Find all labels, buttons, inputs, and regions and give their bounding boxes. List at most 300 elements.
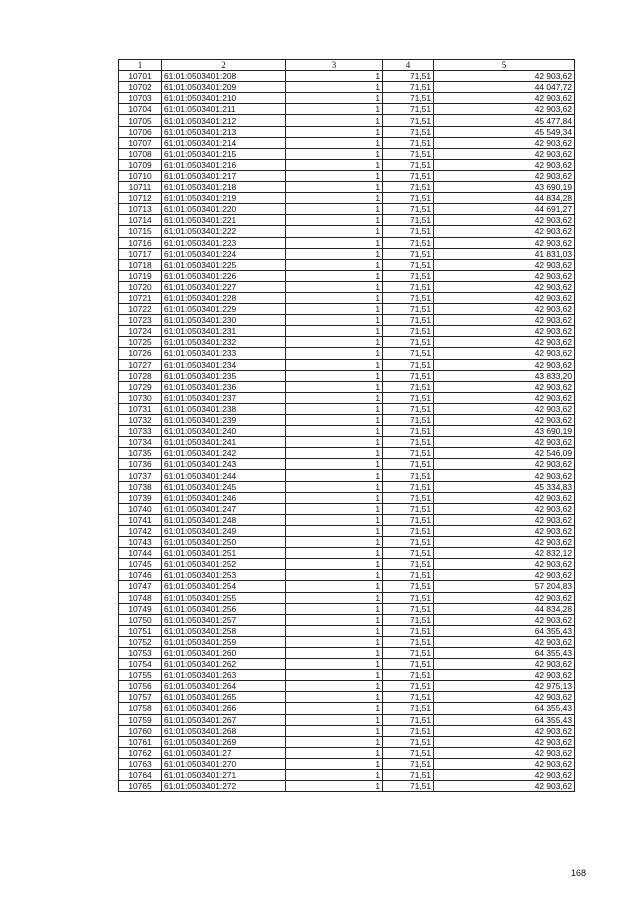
table-row bbox=[119, 747, 575, 758]
cadastral-number-cell: 61:01:0503401:272 bbox=[162, 781, 286, 792]
area-cell: 71,51 bbox=[383, 681, 434, 692]
cadastral-number-cell: 61:01:0503401:226 bbox=[162, 270, 286, 281]
value-cell: 42 903,62 bbox=[434, 459, 575, 470]
quantity-cell: 1 bbox=[286, 281, 383, 292]
value-cell: 43 690,19 bbox=[434, 182, 575, 193]
quantity-cell: 1 bbox=[286, 537, 383, 548]
cadastral-number-cell: 61:01:0503401:268 bbox=[162, 725, 286, 736]
quantity-cell: 1 bbox=[286, 770, 383, 781]
row-number-cell: 10735 bbox=[119, 448, 162, 459]
area-cell: 71,51 bbox=[383, 237, 434, 248]
page-number: 168 bbox=[570, 868, 586, 878]
table-row bbox=[119, 71, 575, 82]
area-cell: 71,51 bbox=[383, 736, 434, 747]
value-cell: 43 690,19 bbox=[434, 426, 575, 437]
value-cell: 45 334,83 bbox=[434, 481, 575, 492]
row-number-cell: 10737 bbox=[119, 470, 162, 481]
area-cell: 71,51 bbox=[383, 148, 434, 159]
row-number-cell: 10756 bbox=[119, 681, 162, 692]
header-row bbox=[119, 60, 575, 71]
cadastral-number-cell: 61:01:0503401:265 bbox=[162, 692, 286, 703]
area-cell: 71,51 bbox=[383, 204, 434, 215]
value-cell: 42 903,62 bbox=[434, 758, 575, 769]
area-cell: 71,51 bbox=[383, 248, 434, 259]
row-number-cell: 10726 bbox=[119, 348, 162, 359]
column-header-1: 1 bbox=[119, 60, 162, 71]
cadastral-number-cell: 61:01:0503401:239 bbox=[162, 415, 286, 426]
value-cell: 42 903,62 bbox=[434, 71, 575, 82]
cadastral-number-cell: 61:01:0503401:227 bbox=[162, 281, 286, 292]
quantity-cell: 1 bbox=[286, 270, 383, 281]
value-cell: 42 903,62 bbox=[434, 159, 575, 170]
table-row bbox=[119, 359, 575, 370]
area-cell: 71,51 bbox=[383, 126, 434, 137]
row-number-cell: 10712 bbox=[119, 193, 162, 204]
row-number-cell: 10747 bbox=[119, 581, 162, 592]
row-number-cell: 10750 bbox=[119, 614, 162, 625]
quantity-cell: 1 bbox=[286, 714, 383, 725]
row-number-cell: 10758 bbox=[119, 703, 162, 714]
row-number-cell: 10754 bbox=[119, 659, 162, 670]
quantity-cell: 1 bbox=[286, 492, 383, 503]
area-cell: 71,51 bbox=[383, 348, 434, 359]
cadastral-number-cell: 61:01:0503401:230 bbox=[162, 315, 286, 326]
table-row bbox=[119, 259, 575, 270]
cadastral-number-cell: 61:01:0503401:243 bbox=[162, 459, 286, 470]
area-cell: 71,51 bbox=[383, 170, 434, 181]
table-row bbox=[119, 337, 575, 348]
cadastral-number-cell: 61:01:0503401:271 bbox=[162, 770, 286, 781]
table-row bbox=[119, 215, 575, 226]
quantity-cell: 1 bbox=[286, 381, 383, 392]
column-header-3: 3 bbox=[286, 60, 383, 71]
area-cell: 71,51 bbox=[383, 292, 434, 303]
table-row bbox=[119, 559, 575, 570]
value-cell: 45 549,34 bbox=[434, 126, 575, 137]
value-cell: 42 903,62 bbox=[434, 237, 575, 248]
table-row bbox=[119, 237, 575, 248]
area-cell: 71,51 bbox=[383, 193, 434, 204]
area-cell: 71,51 bbox=[383, 581, 434, 592]
row-number-cell: 10749 bbox=[119, 603, 162, 614]
table-row bbox=[119, 770, 575, 781]
table-row bbox=[119, 537, 575, 548]
quantity-cell: 1 bbox=[286, 603, 383, 614]
cadastral-number-cell: 61:01:0503401:217 bbox=[162, 170, 286, 181]
area-cell: 71,51 bbox=[383, 525, 434, 536]
table-row bbox=[119, 758, 575, 769]
cadastral-number-cell: 61:01:0503401:216 bbox=[162, 159, 286, 170]
table-row bbox=[119, 736, 575, 747]
area-cell: 71,51 bbox=[383, 426, 434, 437]
row-number-cell: 10765 bbox=[119, 781, 162, 792]
row-number-cell: 10708 bbox=[119, 148, 162, 159]
table-row bbox=[119, 348, 575, 359]
value-cell: 42 903,62 bbox=[434, 304, 575, 315]
value-cell: 44 047,72 bbox=[434, 82, 575, 93]
area-cell: 71,51 bbox=[383, 481, 434, 492]
value-cell: 42 903,62 bbox=[434, 148, 575, 159]
row-number-cell: 10748 bbox=[119, 592, 162, 603]
value-cell: 42 903,62 bbox=[434, 281, 575, 292]
cadastral-number-cell: 61:01:0503401:245 bbox=[162, 481, 286, 492]
quantity-cell: 1 bbox=[286, 758, 383, 769]
cadastral-number-cell: 61:01:0503401:232 bbox=[162, 337, 286, 348]
area-cell: 71,51 bbox=[383, 415, 434, 426]
value-cell: 42 832,12 bbox=[434, 548, 575, 559]
value-cell: 41 831,03 bbox=[434, 248, 575, 259]
quantity-cell: 1 bbox=[286, 625, 383, 636]
value-cell: 44 691,27 bbox=[434, 204, 575, 215]
row-number-cell: 10720 bbox=[119, 281, 162, 292]
area-cell: 71,51 bbox=[383, 703, 434, 714]
quantity-cell: 1 bbox=[286, 481, 383, 492]
area-cell: 71,51 bbox=[383, 503, 434, 514]
table-row bbox=[119, 548, 575, 559]
table-row bbox=[119, 82, 575, 93]
area-cell: 71,51 bbox=[383, 725, 434, 736]
table-row bbox=[119, 115, 575, 126]
row-number-cell: 10713 bbox=[119, 204, 162, 215]
row-number-cell: 10727 bbox=[119, 359, 162, 370]
quantity-cell: 1 bbox=[286, 736, 383, 747]
value-cell: 42 903,62 bbox=[434, 359, 575, 370]
value-cell: 42 903,62 bbox=[434, 315, 575, 326]
table-row bbox=[119, 514, 575, 525]
quantity-cell: 1 bbox=[286, 703, 383, 714]
cadastral-number-cell: 61:01:0503401:237 bbox=[162, 392, 286, 403]
area-cell: 71,51 bbox=[383, 270, 434, 281]
area-cell: 71,51 bbox=[383, 82, 434, 93]
value-cell: 42 546,09 bbox=[434, 448, 575, 459]
cadastral-number-cell: 61:01:0503401:246 bbox=[162, 492, 286, 503]
value-cell: 42 903,62 bbox=[434, 403, 575, 414]
table-row bbox=[119, 670, 575, 681]
value-cell: 42 903,62 bbox=[434, 770, 575, 781]
table-row bbox=[119, 459, 575, 470]
row-number-cell: 10755 bbox=[119, 670, 162, 681]
cadastral-number-cell: 61:01:0503401:255 bbox=[162, 592, 286, 603]
quantity-cell: 1 bbox=[286, 525, 383, 536]
row-number-cell: 10730 bbox=[119, 392, 162, 403]
data-table bbox=[118, 59, 575, 792]
value-cell: 42 903,62 bbox=[434, 559, 575, 570]
row-number-cell: 10714 bbox=[119, 215, 162, 226]
row-number-cell: 10745 bbox=[119, 559, 162, 570]
quantity-cell: 1 bbox=[286, 392, 383, 403]
quantity-cell: 1 bbox=[286, 459, 383, 470]
value-cell: 42 903,62 bbox=[434, 525, 575, 536]
row-number-cell: 10761 bbox=[119, 736, 162, 747]
quantity-cell: 1 bbox=[286, 559, 383, 570]
quantity-cell: 1 bbox=[286, 503, 383, 514]
quantity-cell: 1 bbox=[286, 82, 383, 93]
area-cell: 71,51 bbox=[383, 115, 434, 126]
value-cell: 64 355,43 bbox=[434, 703, 575, 714]
value-cell: 42 903,62 bbox=[434, 381, 575, 392]
cadastral-number-cell: 61:01:0503401:218 bbox=[162, 182, 286, 193]
area-cell: 71,51 bbox=[383, 437, 434, 448]
area-cell: 71,51 bbox=[383, 403, 434, 414]
table-row bbox=[119, 403, 575, 414]
area-cell: 71,51 bbox=[383, 559, 434, 570]
value-cell: 42 903,62 bbox=[434, 503, 575, 514]
table-row bbox=[119, 226, 575, 237]
row-number-cell: 10725 bbox=[119, 337, 162, 348]
cadastral-number-cell: 61:01:0503401:235 bbox=[162, 370, 286, 381]
cadastral-number-cell: 61:01:0503401:242 bbox=[162, 448, 286, 459]
value-cell: 42 903,62 bbox=[434, 614, 575, 625]
table-row bbox=[119, 248, 575, 259]
value-cell: 42 903,62 bbox=[434, 215, 575, 226]
table-row bbox=[119, 492, 575, 503]
row-number-cell: 10731 bbox=[119, 403, 162, 414]
cadastral-number-cell: 61:01:0503401:256 bbox=[162, 603, 286, 614]
value-cell: 44 834,28 bbox=[434, 603, 575, 614]
area-cell: 71,51 bbox=[383, 770, 434, 781]
value-cell: 42 903,62 bbox=[434, 337, 575, 348]
quantity-cell: 1 bbox=[286, 237, 383, 248]
quantity-cell: 1 bbox=[286, 348, 383, 359]
cadastral-number-cell: 61:01:0503401:241 bbox=[162, 437, 286, 448]
cadastral-number-cell: 61:01:0503401:244 bbox=[162, 470, 286, 481]
quantity-cell: 1 bbox=[286, 681, 383, 692]
row-number-cell: 10701 bbox=[119, 71, 162, 82]
row-number-cell: 10707 bbox=[119, 137, 162, 148]
area-cell: 71,51 bbox=[383, 159, 434, 170]
area-cell: 71,51 bbox=[383, 370, 434, 381]
row-number-cell: 10702 bbox=[119, 82, 162, 93]
cadastral-number-cell: 61:01:0503401:212 bbox=[162, 115, 286, 126]
cadastral-number-cell: 61:01:0503401:220 bbox=[162, 204, 286, 215]
table-row bbox=[119, 193, 575, 204]
quantity-cell: 1 bbox=[286, 259, 383, 270]
cadastral-number-cell: 61:01:0503401:221 bbox=[162, 215, 286, 226]
row-number-cell: 10757 bbox=[119, 692, 162, 703]
quantity-cell: 1 bbox=[286, 781, 383, 792]
row-number-cell: 10753 bbox=[119, 647, 162, 658]
table-row bbox=[119, 437, 575, 448]
cadastral-number-cell: 61:01:0503401:262 bbox=[162, 659, 286, 670]
quantity-cell: 1 bbox=[286, 548, 383, 559]
value-cell: 42 903,62 bbox=[434, 93, 575, 104]
quantity-cell: 1 bbox=[286, 581, 383, 592]
table-row bbox=[119, 304, 575, 315]
table-row bbox=[119, 592, 575, 603]
table-row bbox=[119, 415, 575, 426]
cadastral-number-cell: 61:01:0503401:270 bbox=[162, 758, 286, 769]
table-row bbox=[119, 381, 575, 392]
area-cell: 71,51 bbox=[383, 537, 434, 548]
area-cell: 71,51 bbox=[383, 71, 434, 82]
row-number-cell: 10739 bbox=[119, 492, 162, 503]
cadastral-number-cell: 61:01:0503401:210 bbox=[162, 93, 286, 104]
cadastral-number-cell: 61:01:0503401:219 bbox=[162, 193, 286, 204]
value-cell: 57 204,83 bbox=[434, 581, 575, 592]
row-number-cell: 10722 bbox=[119, 304, 162, 315]
row-number-cell: 10709 bbox=[119, 159, 162, 170]
cadastral-number-cell: 61:01:0503401:225 bbox=[162, 259, 286, 270]
row-number-cell: 10751 bbox=[119, 625, 162, 636]
quantity-cell: 1 bbox=[286, 747, 383, 758]
area-cell: 71,51 bbox=[383, 470, 434, 481]
value-cell: 44 834,28 bbox=[434, 193, 575, 204]
area-cell: 71,51 bbox=[383, 326, 434, 337]
cadastral-number-cell: 61:01:0503401:269 bbox=[162, 736, 286, 747]
cadastral-number-cell: 61:01:0503401:236 bbox=[162, 381, 286, 392]
cadastral-number-cell: 61:01:0503401:240 bbox=[162, 426, 286, 437]
cadastral-number-cell: 61:01:0503401:229 bbox=[162, 304, 286, 315]
cadastral-number-cell: 61:01:0503401:248 bbox=[162, 514, 286, 525]
quantity-cell: 1 bbox=[286, 403, 383, 414]
cadastral-number-cell: 61:01:0503401:209 bbox=[162, 82, 286, 93]
area-cell: 71,51 bbox=[383, 281, 434, 292]
quantity-cell: 1 bbox=[286, 725, 383, 736]
table-row bbox=[119, 470, 575, 481]
table-row bbox=[119, 281, 575, 292]
value-cell: 42 903,62 bbox=[434, 692, 575, 703]
row-number-cell: 10716 bbox=[119, 237, 162, 248]
area-cell: 71,51 bbox=[383, 714, 434, 725]
row-number-cell: 10736 bbox=[119, 459, 162, 470]
row-number-cell: 10743 bbox=[119, 537, 162, 548]
area-cell: 71,51 bbox=[383, 182, 434, 193]
quantity-cell: 1 bbox=[286, 426, 383, 437]
area-cell: 71,51 bbox=[383, 647, 434, 658]
cadastral-number-cell: 61:01:0503401:247 bbox=[162, 503, 286, 514]
row-number-cell: 10734 bbox=[119, 437, 162, 448]
table-row bbox=[119, 525, 575, 536]
area-cell: 71,51 bbox=[383, 315, 434, 326]
table-row bbox=[119, 137, 575, 148]
area-cell: 71,51 bbox=[383, 492, 434, 503]
row-number-cell: 10744 bbox=[119, 548, 162, 559]
table-row bbox=[119, 703, 575, 714]
area-cell: 71,51 bbox=[383, 659, 434, 670]
quantity-cell: 1 bbox=[286, 93, 383, 104]
cadastral-number-cell: 61:01:0503401:253 bbox=[162, 570, 286, 581]
value-cell: 42 903,62 bbox=[434, 781, 575, 792]
quantity-cell: 1 bbox=[286, 337, 383, 348]
quantity-cell: 1 bbox=[286, 215, 383, 226]
value-cell: 42 903,62 bbox=[434, 537, 575, 548]
table-row bbox=[119, 714, 575, 725]
row-number-cell: 10764 bbox=[119, 770, 162, 781]
row-number-cell: 10740 bbox=[119, 503, 162, 514]
area-cell: 71,51 bbox=[383, 226, 434, 237]
cadastral-number-cell: 61:01:0503401:228 bbox=[162, 292, 286, 303]
value-cell: 42 903,62 bbox=[434, 326, 575, 337]
cadastral-number-cell: 61:01:0503401:211 bbox=[162, 104, 286, 115]
value-cell: 42 903,62 bbox=[434, 392, 575, 403]
quantity-cell: 1 bbox=[286, 137, 383, 148]
value-cell: 42 903,62 bbox=[434, 292, 575, 303]
area-cell: 71,51 bbox=[383, 548, 434, 559]
row-number-cell: 10732 bbox=[119, 415, 162, 426]
area-cell: 71,51 bbox=[383, 514, 434, 525]
row-number-cell: 10711 bbox=[119, 182, 162, 193]
area-cell: 71,51 bbox=[383, 670, 434, 681]
value-cell: 42 903,62 bbox=[434, 570, 575, 581]
value-cell: 42 903,62 bbox=[434, 348, 575, 359]
row-number-cell: 10704 bbox=[119, 104, 162, 115]
table-row bbox=[119, 625, 575, 636]
cadastral-number-cell: 61:01:0503401:250 bbox=[162, 537, 286, 548]
cadastral-number-cell: 61:01:0503401:223 bbox=[162, 237, 286, 248]
area-cell: 71,51 bbox=[383, 137, 434, 148]
cadastral-number-cell: 61:01:0503401:233 bbox=[162, 348, 286, 359]
area-cell: 71,51 bbox=[383, 337, 434, 348]
quantity-cell: 1 bbox=[286, 614, 383, 625]
cadastral-number-cell: 61:01:0503401:27 bbox=[162, 747, 286, 758]
table-row bbox=[119, 448, 575, 459]
area-cell: 71,51 bbox=[383, 459, 434, 470]
row-number-cell: 10741 bbox=[119, 514, 162, 525]
table-row bbox=[119, 392, 575, 403]
area-cell: 71,51 bbox=[383, 359, 434, 370]
quantity-cell: 1 bbox=[286, 415, 383, 426]
cadastral-number-cell: 61:01:0503401:238 bbox=[162, 403, 286, 414]
cadastral-number-cell: 61:01:0503401:266 bbox=[162, 703, 286, 714]
quantity-cell: 1 bbox=[286, 514, 383, 525]
value-cell: 43 833,20 bbox=[434, 370, 575, 381]
cadastral-number-cell: 61:01:0503401:214 bbox=[162, 137, 286, 148]
quantity-cell: 1 bbox=[286, 670, 383, 681]
area-cell: 71,51 bbox=[383, 104, 434, 115]
row-number-cell: 10763 bbox=[119, 758, 162, 769]
row-number-cell: 10760 bbox=[119, 725, 162, 736]
cadastral-number-cell: 61:01:0503401:215 bbox=[162, 148, 286, 159]
cadastral-number-cell: 61:01:0503401:267 bbox=[162, 714, 286, 725]
table-row bbox=[119, 159, 575, 170]
cadastral-number-cell: 61:01:0503401:208 bbox=[162, 71, 286, 82]
area-cell: 71,51 bbox=[383, 259, 434, 270]
quantity-cell: 1 bbox=[286, 115, 383, 126]
row-number-cell: 10715 bbox=[119, 226, 162, 237]
quantity-cell: 1 bbox=[286, 359, 383, 370]
quantity-cell: 1 bbox=[286, 248, 383, 259]
table-row bbox=[119, 781, 575, 792]
value-cell: 42 903,62 bbox=[434, 170, 575, 181]
value-cell: 42 903,62 bbox=[434, 259, 575, 270]
table-row bbox=[119, 104, 575, 115]
area-cell: 71,51 bbox=[383, 781, 434, 792]
value-cell: 64 355,43 bbox=[434, 714, 575, 725]
area-cell: 71,51 bbox=[383, 93, 434, 104]
value-cell: 42 903,62 bbox=[434, 747, 575, 758]
row-number-cell: 10717 bbox=[119, 248, 162, 259]
quantity-cell: 1 bbox=[286, 315, 383, 326]
quantity-cell: 1 bbox=[286, 182, 383, 193]
area-cell: 71,51 bbox=[383, 304, 434, 315]
area-cell: 71,51 bbox=[383, 636, 434, 647]
cadastral-number-cell: 61:01:0503401:213 bbox=[162, 126, 286, 137]
quantity-cell: 1 bbox=[286, 292, 383, 303]
area-cell: 71,51 bbox=[383, 692, 434, 703]
value-cell: 64 355,43 bbox=[434, 647, 575, 658]
table-row bbox=[119, 93, 575, 104]
table-row bbox=[119, 481, 575, 492]
quantity-cell: 1 bbox=[286, 448, 383, 459]
cadastral-number-cell: 61:01:0503401:258 bbox=[162, 625, 286, 636]
area-cell: 71,51 bbox=[383, 592, 434, 603]
cadastral-number-cell: 61:01:0503401:252 bbox=[162, 559, 286, 570]
column-header-4: 4 bbox=[383, 60, 434, 71]
cadastral-number-cell: 61:01:0503401:251 bbox=[162, 548, 286, 559]
value-cell: 42 903,62 bbox=[434, 270, 575, 281]
table-row bbox=[119, 681, 575, 692]
value-cell: 42 903,62 bbox=[434, 636, 575, 647]
